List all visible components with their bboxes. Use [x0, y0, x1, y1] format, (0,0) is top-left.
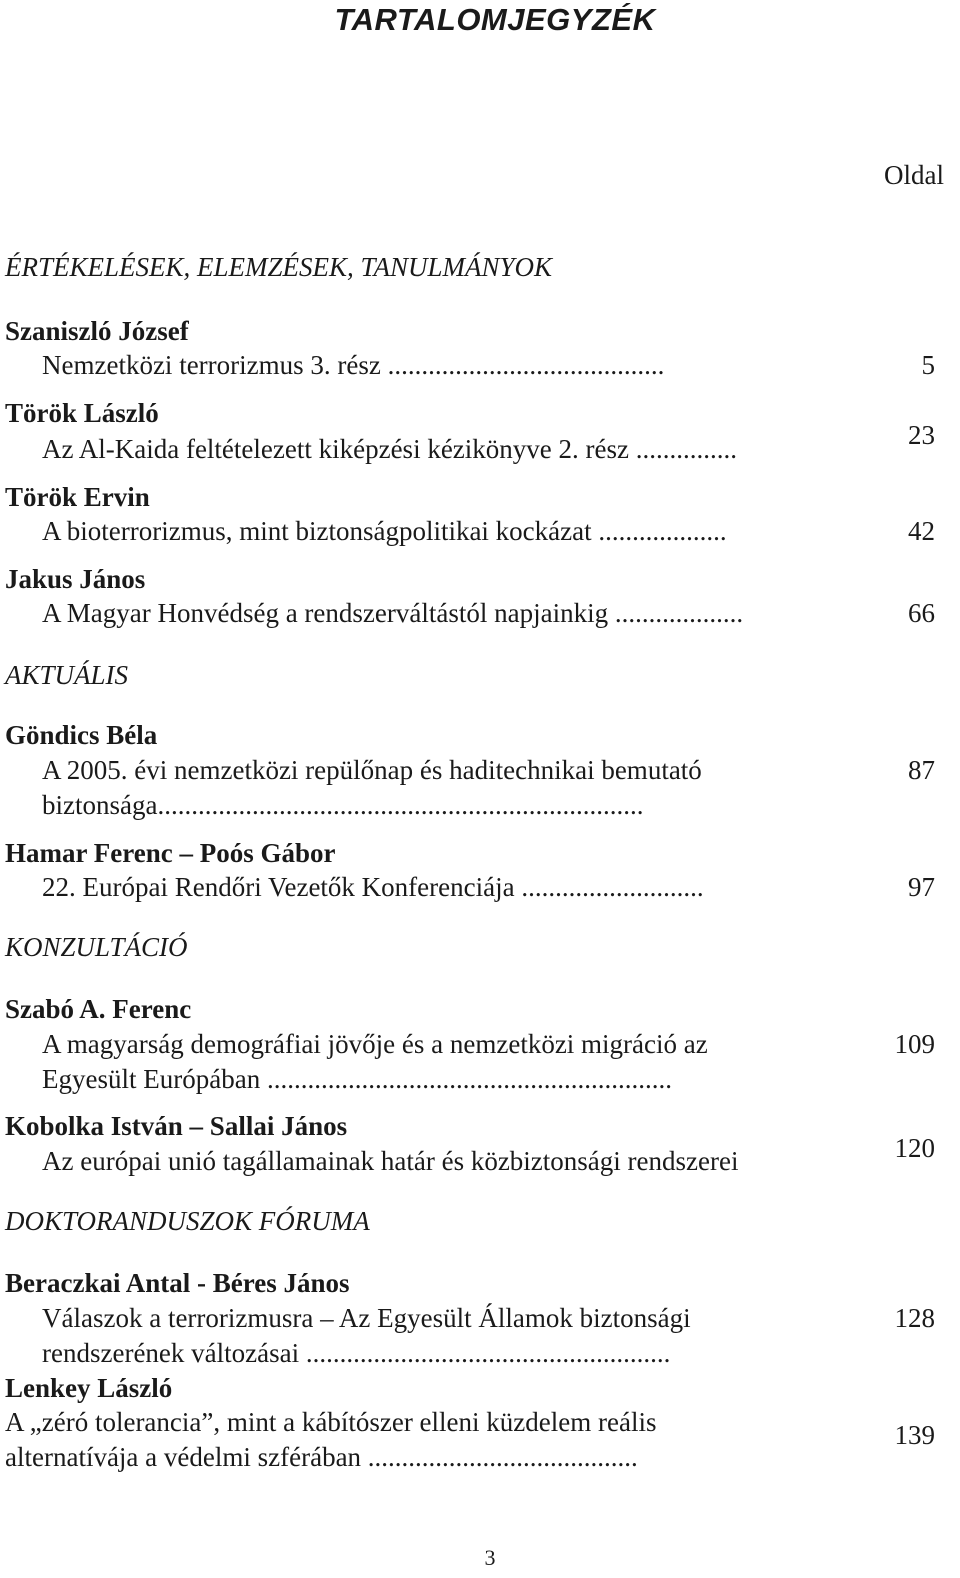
section-heading-aktualis: AKTUÁLIS — [5, 660, 129, 690]
entry-author: Jakus János — [5, 564, 146, 594]
entry-title[interactable]: Az európai unió tagállamainak határ és közbiztonsági rendszerei — [42, 1146, 739, 1176]
footer-page-number: 3 — [484, 1545, 496, 1570]
page-column-header: Oldal — [884, 160, 944, 190]
entry-page-number[interactable]: 87 — [908, 755, 935, 785]
entry-title-continued[interactable]: Egyesült Európában ............................................................ — [42, 1064, 672, 1094]
section-heading-ertekelesek: ÉRTÉKELÉSEK, ELEMZÉSEK, TANULMÁNYOK — [5, 252, 553, 282]
entry-author: Szabó A. Ferenc — [5, 994, 192, 1024]
entry-author: Beraczkai Antal - Béres János — [5, 1268, 350, 1298]
entry-page-number[interactable]: 97 — [908, 872, 935, 902]
entry-title-continued[interactable]: biztonsága........................................................................ — [42, 790, 644, 820]
entry-page-number[interactable]: 42 — [908, 516, 935, 546]
section-heading-doktoranduszok: DOKTORANDUSZOK FÓRUMA — [5, 1206, 370, 1236]
entry-title[interactable]: A Magyar Honvédség a rendszerváltástól napjainkig ................... — [42, 598, 744, 628]
entry-title[interactable]: A bioterrorizmus, mint biztonságpolitikai kockázat ................... — [42, 516, 727, 546]
entry-title[interactable]: Válaszok a terrorizmusra – Az Egyesült Államok biztonsági — [42, 1303, 691, 1333]
entry-author: Török László — [5, 398, 159, 428]
entry-page-number[interactable]: 23 — [908, 420, 935, 450]
entry-page-number[interactable]: 139 — [894, 1420, 935, 1450]
entry-author: Hamar Ferenc – Poós Gábor — [5, 838, 336, 868]
entry-title[interactable]: A 2005. évi nemzetközi repülőnap és haditechnikai bemutató — [42, 755, 702, 785]
section-heading-konzultacio: KONZULTÁCIÓ — [5, 932, 188, 962]
entry-page-number[interactable]: 128 — [894, 1303, 935, 1333]
entry-title-continued[interactable]: rendszerének változásai ...................................................... — [42, 1338, 671, 1368]
entry-author: Kobolka István – Sallai János — [5, 1111, 348, 1141]
entry-author: Göndics Béla — [5, 720, 158, 750]
entry-title[interactable]: A magyarság demográfiai jövője és a nemzetközi migráció az — [42, 1029, 708, 1059]
entry-title[interactable]: Nemzetközi terrorizmus 3. rész ......................................... — [42, 350, 665, 380]
entry-title[interactable]: A „zéró tolerancia”, mint a kábítószer elleni küzdelem reális — [5, 1407, 657, 1437]
entry-title[interactable]: 22. Európai Rendőri Vezetők Konferenciája ........................... — [42, 872, 704, 902]
page-title: TARTALOMJEGYZÉK — [334, 2, 656, 37]
entry-page-number[interactable]: 120 — [894, 1133, 935, 1163]
entry-page-number[interactable]: 5 — [921, 350, 935, 380]
entry-title[interactable]: Az Al-Kaida feltételezett kiképzési kézikönyve 2. rész ............... — [42, 434, 737, 464]
entry-page-number[interactable]: 66 — [908, 598, 935, 628]
entry-page-number[interactable]: 109 — [894, 1029, 935, 1059]
entry-author: Lenkey László — [5, 1373, 173, 1403]
entry-title-continued[interactable]: alternatívája a védelmi szférában ........................................ — [5, 1442, 638, 1472]
entry-author: Szaniszló József — [5, 316, 189, 346]
entry-author: Török Ervin — [5, 482, 150, 512]
